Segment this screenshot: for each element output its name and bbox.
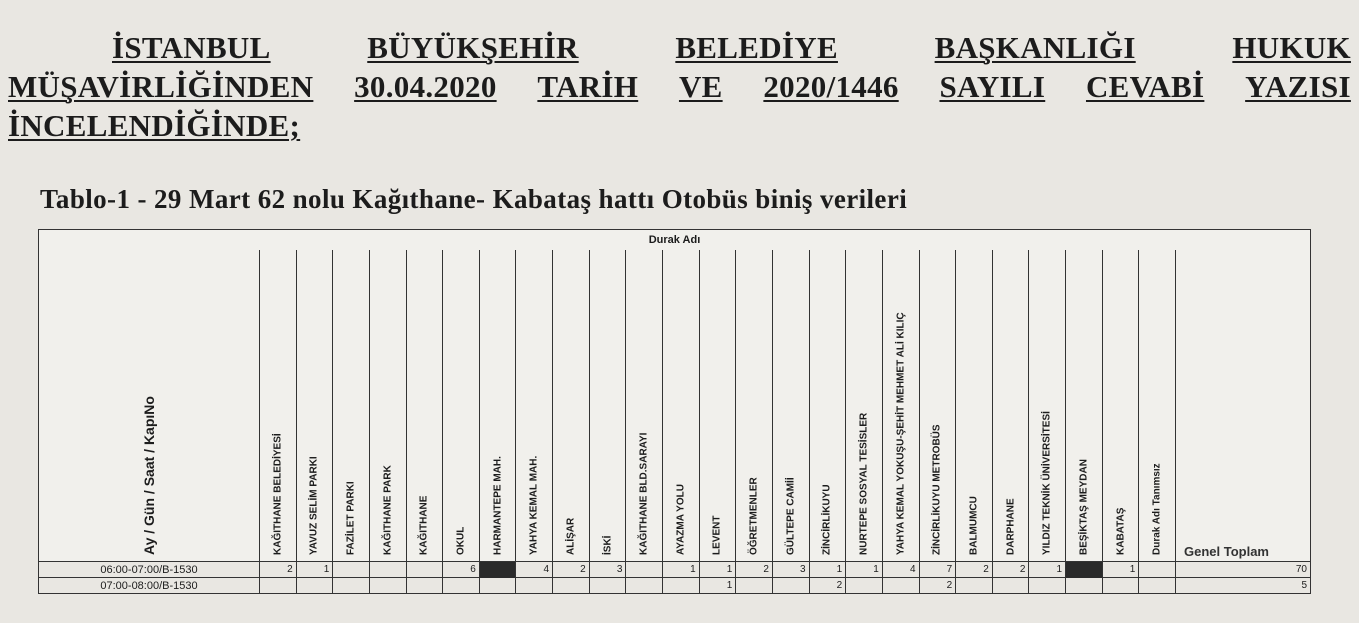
- heading-word: YAZISI: [1245, 69, 1351, 104]
- table-cell: [1028, 578, 1065, 594]
- stop-name: ZİNCİRLİKUYU METROBÜS: [931, 424, 943, 555]
- heading-word: 30.04.2020: [354, 69, 497, 104]
- table-caption: Tablo-1 - 29 Mart 62 nolu Kağıthane- Kabataş hattı Otobüs biniş verileri: [40, 184, 908, 214]
- row-label: 07:00-08:00/B-1530: [38, 578, 259, 594]
- stop-name: OKUL: [455, 526, 467, 555]
- table-cell: 3: [589, 562, 626, 578]
- table-cell: [955, 578, 992, 594]
- stop-name: YAHYA KEMAL YOKUŞU-ŞEHİT MEHMET ALİ KILIÇ: [895, 312, 907, 555]
- table-cell: 1: [699, 578, 736, 594]
- row-label: 06:00-07:00/B-1530: [38, 562, 259, 578]
- stop-name: HARMANTEPE MAH.: [492, 456, 504, 555]
- heading-word: BAŞKANLIĞI: [934, 30, 1136, 65]
- total-header-cell: [1175, 250, 1311, 561]
- table-cell: [1065, 562, 1102, 578]
- table-cell: 2: [919, 578, 956, 594]
- stop-header-cell: [442, 250, 479, 561]
- stop-header-cell: [1065, 250, 1102, 561]
- row-total: 70: [1175, 562, 1311, 578]
- heading-word: BELEDİYE: [675, 30, 838, 65]
- table-cell: [332, 578, 369, 594]
- heading-word: 2020/1446: [763, 69, 899, 104]
- boarding-table: [38, 229, 1311, 602]
- stop-name: KABATAŞ: [1115, 507, 1127, 555]
- heading-word: CEVABİ: [1085, 69, 1205, 104]
- heading-word: VE: [678, 69, 723, 104]
- table-cell: [406, 578, 443, 594]
- table-cell: [1138, 562, 1175, 578]
- heading-word: BÜYÜKŞEHİR: [367, 30, 579, 65]
- stop-header-cell: [992, 250, 1029, 561]
- stop-header-cell: [772, 250, 809, 561]
- stop-header-cell: [1138, 250, 1175, 561]
- stop-name: BEŞİKTAŞ MEYDAN: [1078, 459, 1090, 555]
- table-cell: [662, 578, 699, 594]
- stop-header-cell: [515, 250, 552, 561]
- heading-word: TARİH: [537, 69, 639, 104]
- table-cell: 2: [552, 562, 589, 578]
- stop-header-cell: [406, 250, 443, 561]
- stop-header-cell: [955, 250, 992, 561]
- heading-line-3: İNCELENDİĞİNDE;: [8, 108, 301, 143]
- table-cell: 2: [809, 578, 846, 594]
- stop-header-cell: [809, 250, 846, 561]
- stop-name: ZİNCİRLİKUYU: [821, 484, 833, 555]
- stop-name: GÜLTEPE CAMİİ: [785, 477, 797, 555]
- table-cell: [735, 578, 772, 594]
- stop-header-cell: [919, 250, 956, 561]
- table-cell: 2: [735, 562, 772, 578]
- table-cell: [332, 562, 369, 578]
- stop-header-cell: [662, 250, 699, 561]
- stop-name: KAĞITHANE: [418, 495, 430, 555]
- table-cell: [515, 578, 552, 594]
- table-cell: [992, 578, 1029, 594]
- stop-header-cell: [625, 250, 662, 561]
- table-cell: 1: [1102, 562, 1139, 578]
- table-cell: [772, 578, 809, 594]
- table-cell: 4: [515, 562, 552, 578]
- table-cell: [369, 562, 406, 578]
- stop-name: BALMUMCU: [968, 496, 980, 555]
- stop-name: KAĞITHANE BLD.SARAYI: [638, 432, 650, 555]
- stop-name: KAĞITHANE PARK: [382, 465, 394, 555]
- table-cell: [1102, 578, 1139, 594]
- stop-header-cell: [552, 250, 589, 561]
- table-band-title: Durak Adı: [38, 229, 1311, 251]
- heading-word: MÜŞAVİRLİĞİNDEN: [8, 69, 314, 104]
- row-header-label: Ay / Gün / Saat / KapıNo: [141, 396, 157, 555]
- table-cell: [625, 578, 662, 594]
- stop-header-cell: [845, 250, 882, 561]
- table-cell: [442, 578, 479, 594]
- stop-name: YILDIZ TEKNİK ÜNİVERSİTESİ: [1041, 411, 1053, 555]
- row-header-cell: [38, 250, 259, 561]
- total-header-label: Genel Toplam: [1184, 544, 1269, 559]
- stop-header-cell: [735, 250, 772, 561]
- table-cell: 6: [442, 562, 479, 578]
- stop-name: İSKİ: [602, 535, 614, 555]
- table-cell: [369, 578, 406, 594]
- table-cell: 2: [992, 562, 1029, 578]
- table-cell: [1065, 578, 1102, 594]
- heading-word: İSTANBUL: [112, 30, 271, 65]
- stop-name: AYAZMA YOLU: [675, 484, 687, 555]
- table-cell: 7: [919, 562, 956, 578]
- table-cell: [1138, 578, 1175, 594]
- table-cell: [589, 578, 626, 594]
- stop-name: FAZİLET PARKI: [345, 481, 357, 555]
- heading-word: SAYILI: [939, 69, 1046, 104]
- stop-header-cell: [589, 250, 626, 561]
- table-cell: 1: [1028, 562, 1065, 578]
- stop-name: Durak Adı Tanımsız: [1151, 463, 1163, 555]
- table-cell: [406, 562, 443, 578]
- table-cell: [845, 578, 882, 594]
- stop-header-cell: [699, 250, 736, 561]
- table-cell: 1: [809, 562, 846, 578]
- table-cell: [259, 578, 296, 594]
- stop-name: NURTEPE SOSYAL TESİSLER: [858, 412, 870, 555]
- stop-name: LEVENT: [711, 515, 723, 555]
- heading-line-1: [8, 30, 1351, 66]
- heading-line-2: [8, 69, 1351, 105]
- table-cell: 2: [955, 562, 992, 578]
- table-cell: [479, 562, 516, 578]
- table-cell: [479, 578, 516, 594]
- stop-header-cell: [332, 250, 369, 561]
- table-cell: 1: [845, 562, 882, 578]
- stop-header-cell: [259, 250, 296, 561]
- table-cell: 1: [296, 562, 333, 578]
- row-total: 5: [1175, 578, 1311, 594]
- table-cell: [625, 562, 662, 578]
- table-cell: 2: [259, 562, 296, 578]
- table-cell: 3: [772, 562, 809, 578]
- table-cell: [882, 578, 919, 594]
- stop-name: ALİŞAR: [565, 517, 577, 555]
- stop-header-cell: [479, 250, 516, 561]
- table-cell: 1: [699, 562, 736, 578]
- stop-name: YAVUZ SELİM PARKI: [308, 456, 320, 555]
- stop-header-cell: [1102, 250, 1139, 561]
- stop-name: YAHYA KEMAL MAH.: [528, 455, 540, 555]
- stop-name: KAĞITHANE BELEDİYESİ: [272, 433, 284, 555]
- stop-header-cell: [369, 250, 406, 561]
- table-cell: [552, 578, 589, 594]
- table-cell: [296, 578, 333, 594]
- heading-word: HUKUK: [1232, 30, 1351, 65]
- stop-header-cell: [296, 250, 333, 561]
- stop-name: ÖĞRETMENLER: [748, 477, 760, 555]
- stop-name: DARPHANE: [1005, 498, 1017, 555]
- stop-header-cell: [1028, 250, 1065, 561]
- stop-header-cell: [882, 250, 919, 561]
- table-cell: 4: [882, 562, 919, 578]
- table-cell: 1: [662, 562, 699, 578]
